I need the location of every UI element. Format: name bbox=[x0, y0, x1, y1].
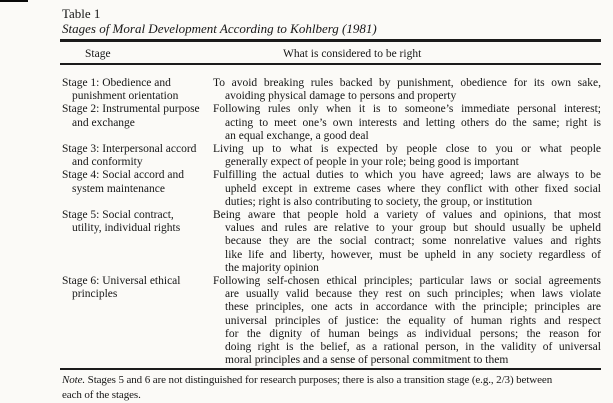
scan-artifact bbox=[0, 0, 28, 2]
description-cell: Following rules only when it is to someone’s immediate personal interest; acting to meet one’s own interests and letting others do the same; right is an equal exchange, a good deal bbox=[213, 103, 601, 142]
column-header-stage: Stage bbox=[85, 48, 111, 60]
stage-cell: Stage 4: Social accord and system maintenance bbox=[62, 169, 184, 195]
description-cell: Living up to what is expected by people close to you or what people generally expect of people in your role; being good is important bbox=[213, 143, 601, 169]
table-row-stage-4 bbox=[62, 169, 601, 209]
note-line-2: each of the stages. bbox=[62, 389, 141, 401]
table-row-stage-3 bbox=[62, 143, 601, 169]
description-cell: Following self-chosen ethical principles; particular laws or social agreements are usually valid because they rest on such principles; when laws violate these principles, one acts in accordance with the principle; principles are universal principles of justice: the equality of human rights and respect for the dignity of human beings as individual persons; the reason for doing right is the belief, as a rational person, in the validity of universal moral principles and a sense of personal commitment to them bbox=[213, 275, 601, 367]
top-rule bbox=[60, 39, 601, 42]
table-row-stage-2 bbox=[62, 103, 601, 143]
table-title: Stages of Moral Development According to Kohlberg (1981) bbox=[62, 21, 377, 36]
description-cell: To avoid breaking rules backed by punishment, obedience for its own sake, avoiding physical damage to persons and property bbox=[213, 77, 601, 103]
table-number: Table 1 bbox=[62, 6, 101, 21]
stage-cell: Stage 1: Obedience and punishment orientation bbox=[62, 77, 179, 103]
bottom-rule bbox=[60, 368, 601, 370]
header-rule bbox=[60, 63, 601, 65]
table-body bbox=[62, 77, 601, 367]
stage-cell: Stage 2: Instrumental purpose and exchange bbox=[62, 103, 200, 129]
note-label: Note. bbox=[62, 374, 86, 386]
description-cell: Fulfilling the actual duties to which you have agreed; laws are always to be upheld except in extreme cases where they conflict with other fixed social duties; right is also contributing to society, the group, or institution bbox=[213, 169, 601, 208]
table-row-stage-5 bbox=[62, 209, 601, 275]
table-row-stage-1 bbox=[62, 77, 601, 103]
table-row-stage-6 bbox=[62, 275, 601, 367]
description-cell: Being aware that people hold a variety of values and opinions, that most values and rules are relative to your group but should usually be upheld because they are the social contract; some nonrelative values and rights like life and liberty, however, must be upheld in any society regardless of the majority opinion bbox=[213, 209, 601, 274]
column-header-what-is-right: What is considered to be right bbox=[283, 48, 422, 60]
stage-cell: Stage 6: Universal ethical principles bbox=[62, 275, 181, 301]
note-text: Stages 5 and 6 are not distinguished for research purposes; there is also a transition stage (e.g., 2/3) between bbox=[85, 374, 553, 386]
note-line-1 bbox=[62, 373, 602, 388]
stage-cell: Stage 5: Social contract, utility, individual rights bbox=[62, 209, 181, 235]
stage-cell: Stage 3: Interpersonal accord and conformity bbox=[62, 143, 197, 169]
table-note bbox=[62, 373, 602, 403]
